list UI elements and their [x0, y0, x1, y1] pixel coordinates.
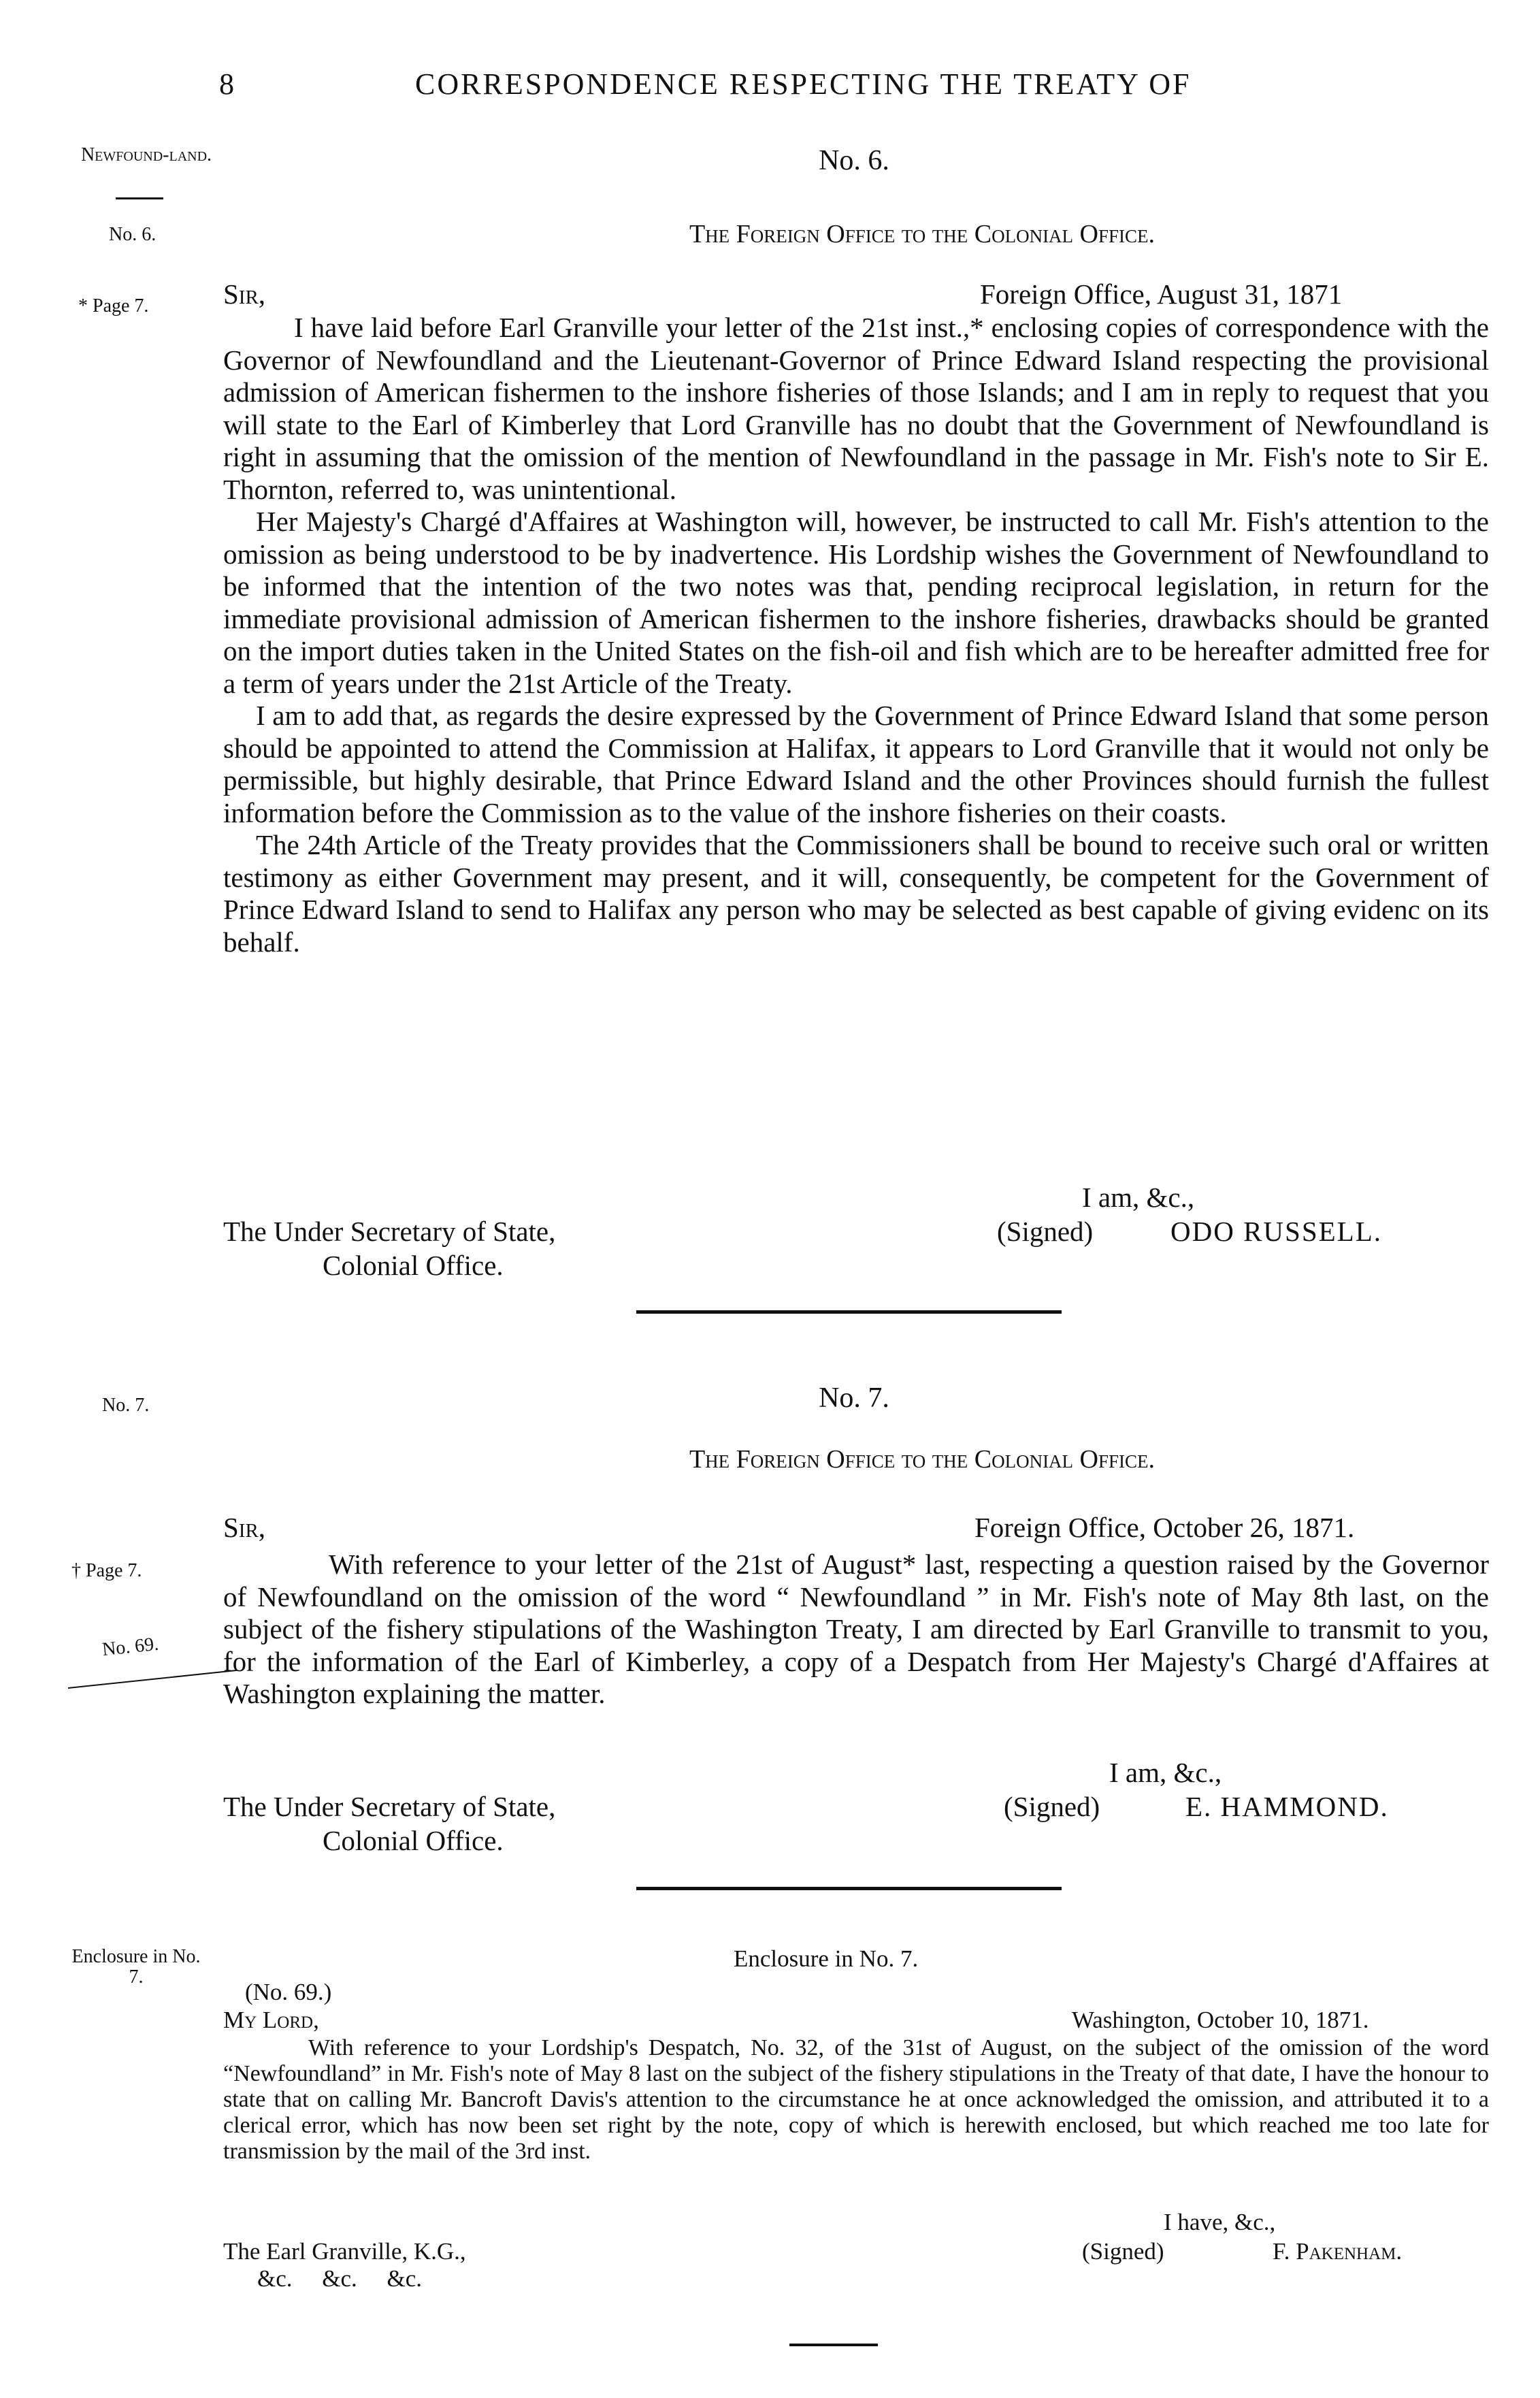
enclosure-addressee-etc: &c. &c. &c. — [257, 2265, 423, 2292]
letter6-closing: I am, &c., — [1082, 1182, 1195, 1213]
letter7-heading: The Foreign Office to the Colonial Office. — [689, 1445, 1156, 1474]
section-rule — [636, 1887, 1062, 1890]
letter6-heading: The Foreign Office to the Colonial Office. — [689, 220, 1156, 248]
margin-note-no69: No. 69. — [101, 1633, 160, 1661]
margin-note-enclosure: Enclosure in No. 7. — [71, 1946, 201, 1988]
letter6-paragraph: The 24th Article of the Treaty provides that the Commissioners shall be bound to receive such oral or written testimony as either Government may present, and it will, consequently, be competent for the Government of Prince Edward Island to send to Halifax any person who may be selected as best capable of giving evidenc on its behalf. — [223, 829, 1489, 958]
section-rule — [636, 1310, 1062, 1314]
letter6-paragraph: Her Majesty's Chargé d'Affaires at Washington will, however, be instructed to call Mr. Fish's attention to the omission as being understood to be by inadvertence. His Lordship wishes the Government of Newfoundland to be informed that the intention of the two notes was that, pending reciprocal legislation, in return for the immediate provisional admission of American fishermen to the inshore fisheries, drawbacks should be granted on the import duties taken in the United States on the fish-oil and fish which are to be hereafter admitted free for a term of years under the 21st Article of the Treaty. — [223, 506, 1489, 699]
letter7-paragraph: With reference to your letter of the 21st of August* last, respecting a question raised by the Governor of Newfoundland on the omission of the word “ Newfoundland ” in Mr. Fish's note of May 8th last, on the subject of the fishery stipulations of the Washington Treaty, I am directed by Earl Granville to transmit to you, for the information of the Earl of Kimberley, a copy of a Despatch from Her Majesty's Chargé d'Affaires at Washington explaining the matter. — [223, 1549, 1489, 1709]
letter7-signer: E. HAMMOND. — [1185, 1791, 1389, 1822]
letter6-body — [223, 312, 1489, 958]
letter6-place-date: Foreign Office, August 31, 1871 — [980, 278, 1343, 310]
letter6-paragraph: I have laid before Earl Granville your letter of the 21st inst.,* enclosing copies of correspondence with the Governor of Newfoundland and the Lieutenant-Governor of Prince Edward Island respecting the provisional admission of American fishermen to the inshore fisheries of those Islands; and I am in reply to request that you will state to the Earl of Kimberley that Lord Granville has no doubt that the Government of Newfoundland is right in assuming that the omission of the mention of Newfoundland in the passage in Mr. Fish's note to Sir E. Thornton, referred to, was unintentional. — [223, 312, 1489, 505]
margin-note-page7: * Page 7. — [78, 295, 149, 317]
letter6-addressee-office: Colonial Office. — [323, 1250, 504, 1281]
enclosure-signed: (Signed) — [1082, 2238, 1164, 2265]
margin-note-no6: No. 6. — [109, 224, 157, 245]
enclosure-salutation: My Lord, — [223, 2007, 319, 2033]
running-head: CORRESPONDENCE RESPECTING THE TREATY OF — [415, 67, 1192, 101]
margin-note-no7: No. 7. — [102, 1395, 150, 1416]
letter7-salutation: Sir, — [223, 1512, 266, 1543]
enclosure-body — [223, 2035, 1489, 2165]
letter6-signed: (Signed) — [997, 1216, 1094, 1247]
enclosure-closing: I have, &c., — [1164, 2209, 1276, 2235]
closing-rule — [789, 2344, 878, 2346]
margin-note-page7-second: † Page 7. — [71, 1560, 142, 1581]
letter7-addressee-office: Colonial Office. — [323, 1825, 504, 1856]
letter6-salutation: Sir, — [223, 278, 266, 310]
enclosure-addressee: The Earl Granville, K.G., — [223, 2238, 466, 2265]
page-number: 8 — [219, 67, 234, 101]
margin-rule — [116, 197, 163, 199]
enclosure-signer: F. Pakenham. — [1273, 2238, 1403, 2265]
enclosure-heading: Enclosure in No. 7. — [734, 1945, 919, 1972]
enclosure-place-date: Washington, October 10, 1871. — [1072, 2007, 1369, 2033]
enclosure-paragraph: With reference to your Lordship's Despatch, No. 32, of the 31st of August, on the subject of the omission of the word “Newfoundland” in Mr. Fish's note of May 8 last on the subject of the fishery stipulations in the Treaty of that date, I have the honour to state that on calling Mr. Bancroft Davis's attention to the circumstance he at once acknowledged the omission, and attributed it to a clerical error, which has now been set right by the note, copy of which is herewith enclosed, but which reached me too late for transmission by the mail of the 3rd inst. — [223, 2035, 1489, 2164]
letter7-place-date: Foreign Office, October 26, 1871. — [974, 1512, 1355, 1543]
letter6-addressee: The Under Secretary of State, — [223, 1216, 556, 1247]
letter7-body — [223, 1549, 1489, 1711]
letter6-number: No. 6. — [819, 145, 889, 176]
letter7-number: No. 7. — [819, 1382, 889, 1414]
letter6-paragraph: I am to add that, as regards the desire expressed by the Government of Prince Edward Island that some person should be appointed to attend the Commission at Halifax, it appears to Lord Granville that it would not only be permissible, but highly desirable, that Prince Edward Island and the other Provinces should furnish the fullest information before the Commission as to the value of the inshore fisheries on their coasts. — [223, 700, 1489, 828]
letter6-signer: ODO RUSSELL. — [1170, 1216, 1383, 1247]
margin-underline — [68, 1670, 237, 1689]
margin-note-newfoundland: Newfound-land. — [80, 144, 212, 165]
letter7-closing: I am, &c., — [1109, 1757, 1222, 1788]
letter7-signed: (Signed) — [1004, 1791, 1100, 1822]
letter7-addressee: The Under Secretary of State, — [223, 1791, 556, 1822]
enclosure-ref: (No. 69.) — [245, 1979, 332, 2005]
